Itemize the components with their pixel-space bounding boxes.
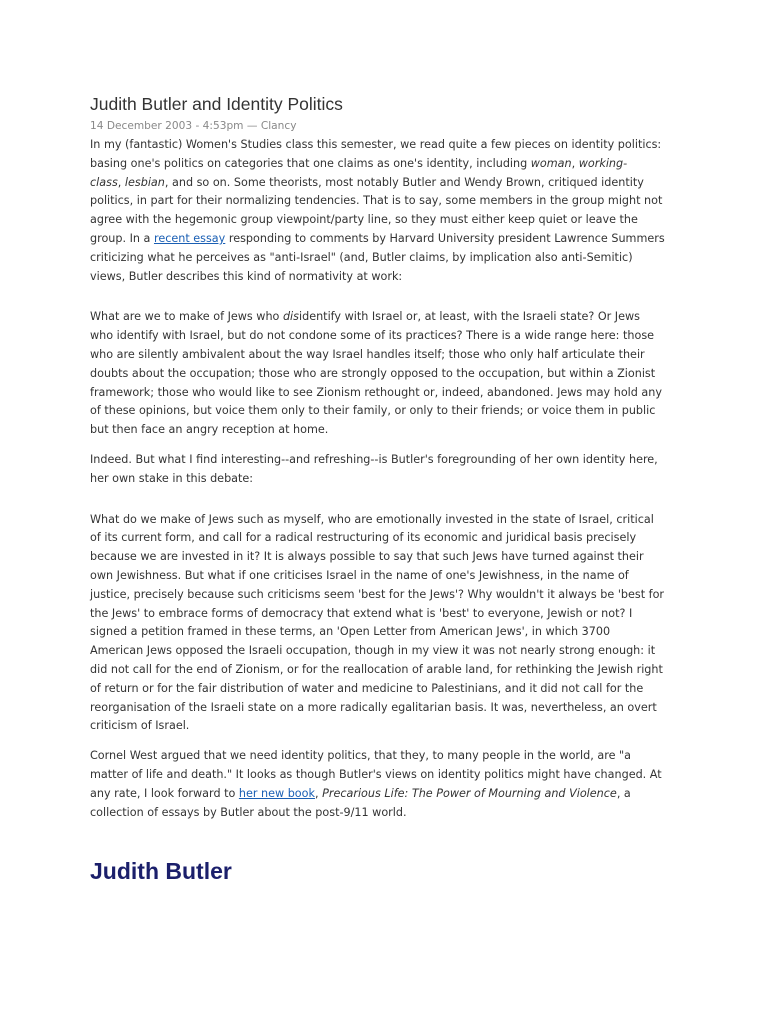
emphasis-working: working- xyxy=(578,156,628,170)
text-line: because we are invested in it? It is always possible to say that such Jews have turned against their xyxy=(90,550,644,564)
text-line: What are we to make of Jews who disidentify with Israel or, at least, with the Israeli state? Or Jews xyxy=(90,310,640,324)
text-line: any rate, I look forward to her new book, Precarious Life: The Power of Mourning and Violence, a xyxy=(90,786,631,800)
blockquote-2 xyxy=(90,511,690,737)
closing-paragraph xyxy=(90,747,690,822)
text-line: of its current form, and call for a radical restructuring of its economic and juridical basis precisely xyxy=(90,531,637,545)
post-title: Judith Butler and Identity Politics xyxy=(90,94,343,114)
text-line: of these opinions, but voice them only to their family, or only to their friends; or voice them in public xyxy=(90,404,656,418)
emphasis-woman: woman xyxy=(530,156,572,170)
text-line: her own stake in this debate: xyxy=(90,471,254,485)
section-heading: Judith Butler xyxy=(90,858,232,884)
emphasis-lesbian: lesbian xyxy=(124,175,165,189)
text-line: matter of life and death." It looks as though Butler's views on identity politics might have changed. At xyxy=(90,767,662,781)
post-body xyxy=(90,136,690,833)
text-line: politics, in part for their normalizing tendencies. That is to say, some members in the group might not xyxy=(90,194,663,208)
text-line: of return or for the fair distribution of water and medicine to Palestinians, and it did not call for the xyxy=(90,681,644,695)
text-line: own Jewishness. But what if one criticises Israel in the name of one's Jewishness, in the name of xyxy=(90,568,629,582)
text-line: agree with the hegemonic group viewpoint/party line, so they must either keep quiet or leave the xyxy=(90,213,638,227)
text-line: In my (fantastic) Women's Studies class this semester, we read quite a few pieces on identity politics: xyxy=(90,138,662,151)
text-line: Indeed. But what I find interesting--and refreshing--is Butler's foregrounding of her own identity here, xyxy=(90,452,658,466)
text-line: who identify with Israel, but do not condone some of its practices? There is a wide range here: those xyxy=(90,329,655,343)
recent-essay-link[interactable]: recent essay xyxy=(153,231,226,245)
book-title: Precarious Life: The Power of Mourning and Violence xyxy=(322,786,617,800)
text-line: criticism of Israel. xyxy=(90,719,190,733)
text-line: collection of essays by Butler about the post-9/11 world. xyxy=(90,805,407,819)
text-line: signed a petition framed in these terms, an 'Open Letter from American Jews', in which 3700 xyxy=(90,625,611,639)
text-line: group. In a recent essay responding to comments by Harvard University president Lawrence Summers xyxy=(90,231,665,245)
text-line: justice, precisely because such criticisms seem 'best for the Jews'? Why wouldn't it always be 'best for xyxy=(90,587,665,601)
text-line: the Jews' to embrace forms of democracy that extend what is 'best' to everyone, Jewish or not? I xyxy=(90,606,633,620)
text-line: did not call for the end of Zionism, or for the reallocation of arable land, for rethinking the Jewish right xyxy=(90,662,663,676)
post-meta: 14 December 2003 - 4:53pm — Clancy xyxy=(90,120,297,132)
text-line: criticizing what he perceives as "anti-Israel" (and, Butler claims, by implication also anti-Semitic) xyxy=(90,250,633,264)
spacer xyxy=(90,500,690,511)
text-line: What do we make of Jews such as myself, who are emotionally invested in the state of Israel, critical xyxy=(90,512,654,526)
new-book-link[interactable]: her new book xyxy=(238,786,315,800)
blockquote-1 xyxy=(90,308,690,440)
text-line: views, Butler describes this kind of normativity at work: xyxy=(90,269,403,283)
text-line: class, lesbian, and so on. Some theorists, most notably Butler and Wendy Brown, critiqued identity xyxy=(90,175,644,189)
text-line: doubts about the occupation; those who are strongly opposed to the occupation, but within a Zionist xyxy=(90,366,656,380)
intro-paragraph xyxy=(90,136,690,286)
text-line: but then face an angry reception at home. xyxy=(90,423,329,437)
text-line: reorganisation of the Israeli state on a more radically egalitarian basis. It was, nevertheless, an overt xyxy=(90,700,657,714)
text-line: Cornel West argued that we need identity politics, that they, to many people in the world, are "a xyxy=(90,749,632,763)
text-line: framework; those who would like to see Zionism rethought or, indeed, abandoned. Jews may hold any xyxy=(90,385,662,399)
text-line: who are silently ambivalent about the way Israel handles itself; those who only half articulate their xyxy=(90,347,645,361)
text-line: American Jews opposed the Israeli occupation, though in my view it was not nearly strong enough: it xyxy=(90,644,656,658)
text-line: basing one's politics on categories that one claims as one's identity, including woman, working- xyxy=(90,156,628,170)
commentary-paragraph xyxy=(90,451,690,489)
emphasis-dis: dis xyxy=(282,310,299,324)
emphasis-class: class xyxy=(90,175,118,189)
spacer xyxy=(90,297,690,308)
